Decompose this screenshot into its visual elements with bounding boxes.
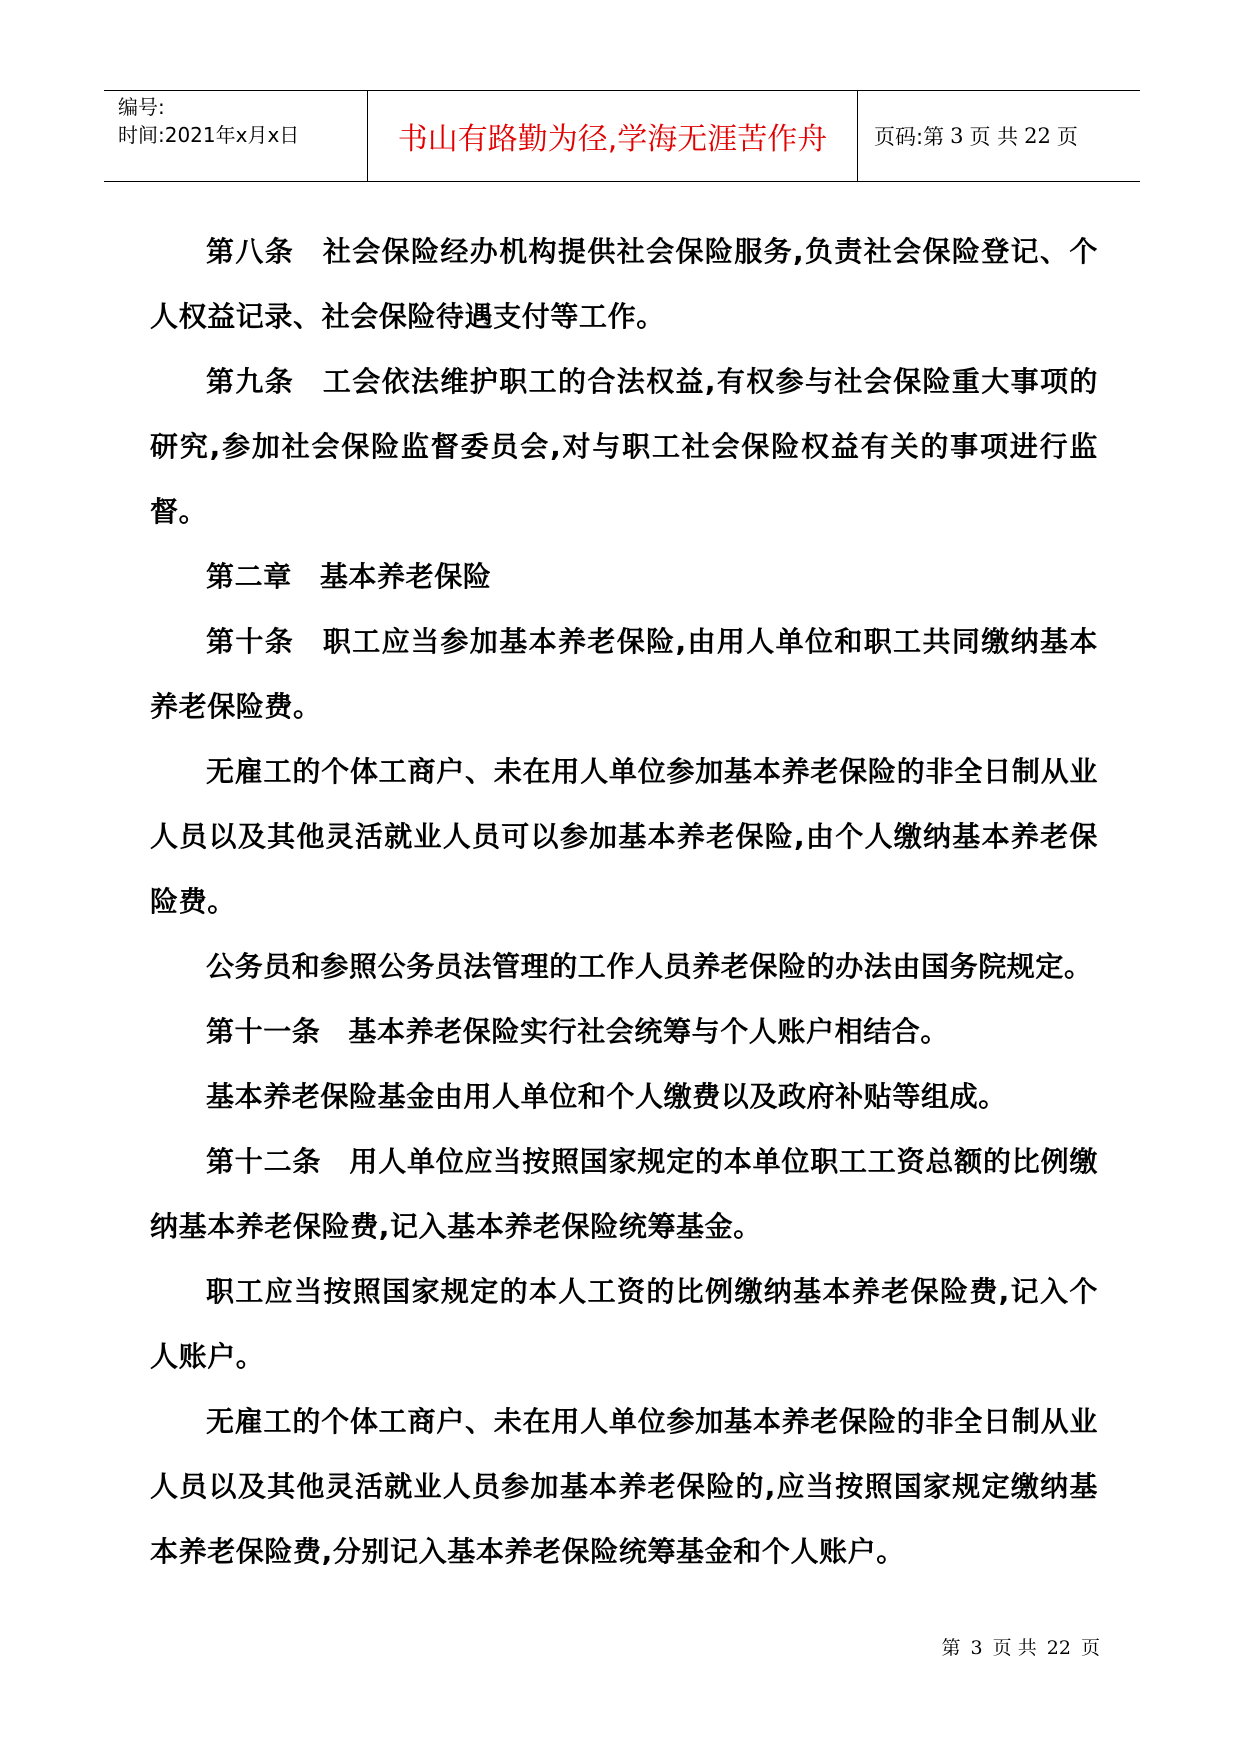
article-heading: 第十二条 xyxy=(206,1145,322,1178)
article-text: 社会保险经办机构提供社会保险服务,负责社会保险登记、个人权益记录、社会保险待遇支付等工作。 xyxy=(150,235,1098,333)
article-10-para-3: 公务员和参照公务员法管理的工作人员养老保险的办法由国务院规定。 xyxy=(206,950,1093,983)
page-header xyxy=(104,90,1140,182)
header-page-current: 3 xyxy=(950,124,964,148)
header-page-total: 22 xyxy=(1024,124,1051,148)
article-12-para-3: 无雇工的个体工商户、未在用人单位参加基本养老保险的非全日制从业人员以及其他灵活就业人员参加基本养老保险的,应当按照国家规定缴纳基本养老保险费,分别记入基本养老保险统筹基金和个人账户。 xyxy=(150,1405,1098,1568)
chapter-2-title xyxy=(150,544,1098,609)
footer-page-suffix: 页 xyxy=(1080,1637,1100,1659)
header-motto: 书山有路勤为径,学海无涯苦作舟 xyxy=(368,91,858,181)
article-text: 工会依法维护职工的合法权益,有权参与社会保险重大事项的研究,参加社会保险监督委员会,对与职工社会保险权益有关的事项进行监督。 xyxy=(150,365,1098,528)
header-page-suffix: 页 xyxy=(1056,125,1078,149)
chapter-text: 基本养老保险 xyxy=(319,560,492,593)
article-text: 基本养老保险实行社会统筹与个人账户相结合。 xyxy=(348,1015,950,1048)
footer-page-mid: 页 共 xyxy=(992,1637,1037,1659)
article-9 xyxy=(150,349,1098,544)
header-meta xyxy=(104,91,368,181)
footer-page-prefix: 第 xyxy=(941,1637,961,1659)
document-number-label: 编号: xyxy=(118,95,165,119)
article-text: 用人单位应当按照国家规定的本单位职工工资总额的比例缴纳基本养老保险费,记入基本养老保险统筹基金。 xyxy=(150,1145,1098,1243)
article-12 xyxy=(150,1129,1098,1259)
document-body xyxy=(150,219,1098,1584)
article-11 xyxy=(150,999,1098,1064)
header-page-mid: 页 共 xyxy=(969,125,1019,149)
header-page-info xyxy=(858,91,1140,181)
article-10-para-2: 无雇工的个体工商户、未在用人单位参加基本养老保险的非全日制从业人员以及其他灵活就业人员可以参加基本养老保险,由个人缴纳基本养老保险费。 xyxy=(150,755,1098,918)
footer-page-total: 22 xyxy=(1046,1637,1071,1659)
article-heading: 第八条 xyxy=(206,235,295,268)
article-text: 职工应当参加基本养老保险,由用人单位和职工共同缴纳基本养老保险费。 xyxy=(150,625,1098,723)
document-date: 时间:2021年x月x日 xyxy=(118,123,300,147)
article-12-para-2: 职工应当按照国家规定的本人工资的比例缴纳基本养老保险费,记入个人账户。 xyxy=(150,1275,1098,1373)
chapter-heading: 第二章 xyxy=(206,560,292,593)
footer-page-current: 3 xyxy=(970,1637,983,1659)
article-10 xyxy=(150,609,1098,739)
article-heading: 第九条 xyxy=(206,365,295,398)
article-heading: 第十一条 xyxy=(206,1015,321,1048)
article-heading: 第十条 xyxy=(206,625,295,658)
article-8 xyxy=(150,219,1098,349)
page-footer xyxy=(0,1633,1100,1660)
article-11-para-2: 基本养老保险基金由用人单位和个人缴费以及政府补贴等组成。 xyxy=(206,1080,1007,1113)
header-page-prefix: 页码:第 xyxy=(874,125,945,149)
